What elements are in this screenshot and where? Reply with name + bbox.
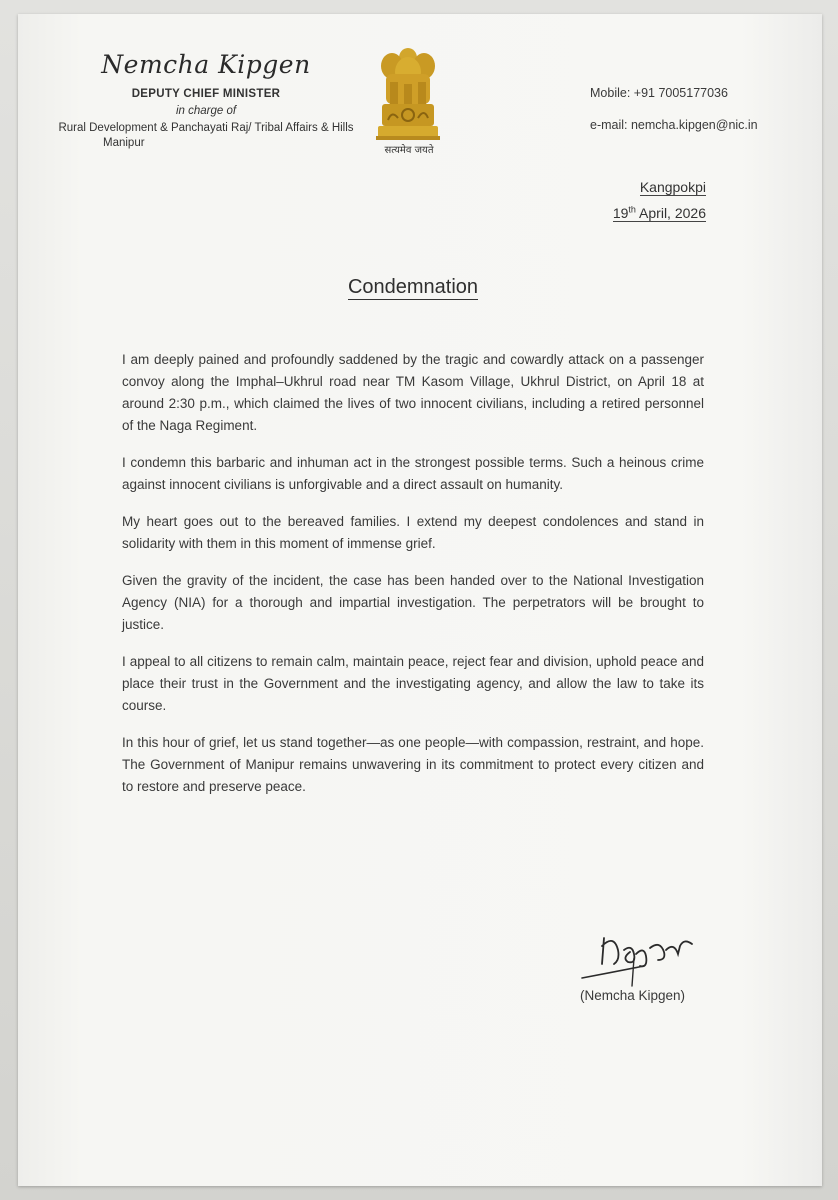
letterhead-designation xyxy=(48,86,364,152)
date-suffix: th xyxy=(628,204,636,214)
place-date-block xyxy=(613,176,706,224)
designation-state: Manipur xyxy=(103,137,145,149)
designation-in-charge: in charge of xyxy=(175,105,237,117)
signature-caption: (Nemcha Kipgen) xyxy=(580,988,686,1003)
date-day: 19 xyxy=(612,204,629,221)
letter-date xyxy=(613,198,706,224)
letter-heading xyxy=(18,276,808,299)
body-paragraph: I am deeply pained and profoundly saddened by the tragic and cowardly attack on a passenger convoy along the Imphal–Ukhrul road near TM Kasom Village, Ukhrul District, on April 18 at around 2:30 p.m., which claimed the lives of two innocent civilians, including a retired personnel of the Naga Regiment. xyxy=(122,352,704,433)
contact-block xyxy=(590,86,758,150)
body-paragraph: I condemn this barbaric and inhuman act in the strongest possible terms. Such a heinous crime against innocent civilians is unforgivable and a direct assault on humanity. xyxy=(122,455,704,492)
designation-title: DEPUTY CHIEF MINISTER xyxy=(131,88,281,100)
letter-sheet xyxy=(18,14,822,1186)
contact-email: e-mail: nemcha.kipgen@nic.in xyxy=(590,118,758,132)
body-paragraph: Given the gravity of the incident, the case has been handed over to the National Investigation Agency (NIA) for a thorough and impartial investigation. The perpetrators will be brought to justice. xyxy=(122,573,704,632)
designation-portfolio: Rural Development & Panchayati Raj/ Tribal Affairs & Hills xyxy=(58,122,354,134)
heading-text: Condemnation xyxy=(347,276,479,298)
letter-body xyxy=(122,349,704,813)
body-paragraph: I appeal to all citizens to remain calm, maintain peace, reject fear and division, uphold peace and place their trust in the Government and the investigating agency, and allow the law to take its course. xyxy=(122,654,704,713)
letterhead-name: Nemcha Kipgen xyxy=(101,50,311,79)
emblem-motto: सत्यमेव जयते xyxy=(384,145,434,156)
body-paragraph: My heart goes out to the bereaved families. I extend my deepest condolences and stand in solidarity with them in this moment of immense grief. xyxy=(122,514,704,551)
body-paragraph: In this hour of grief, let us stand together—as one people—with compassion, restraint, and hope. The Government of Manipur remains unwavering in its commitment to protect every citizen and to restore and preserve peace. xyxy=(122,735,704,794)
date-rest: April, 2026 xyxy=(635,204,706,221)
contact-mobile: Mobile: +91 7005177036 xyxy=(590,86,728,100)
letter-place: Kangpokpi xyxy=(639,179,706,195)
